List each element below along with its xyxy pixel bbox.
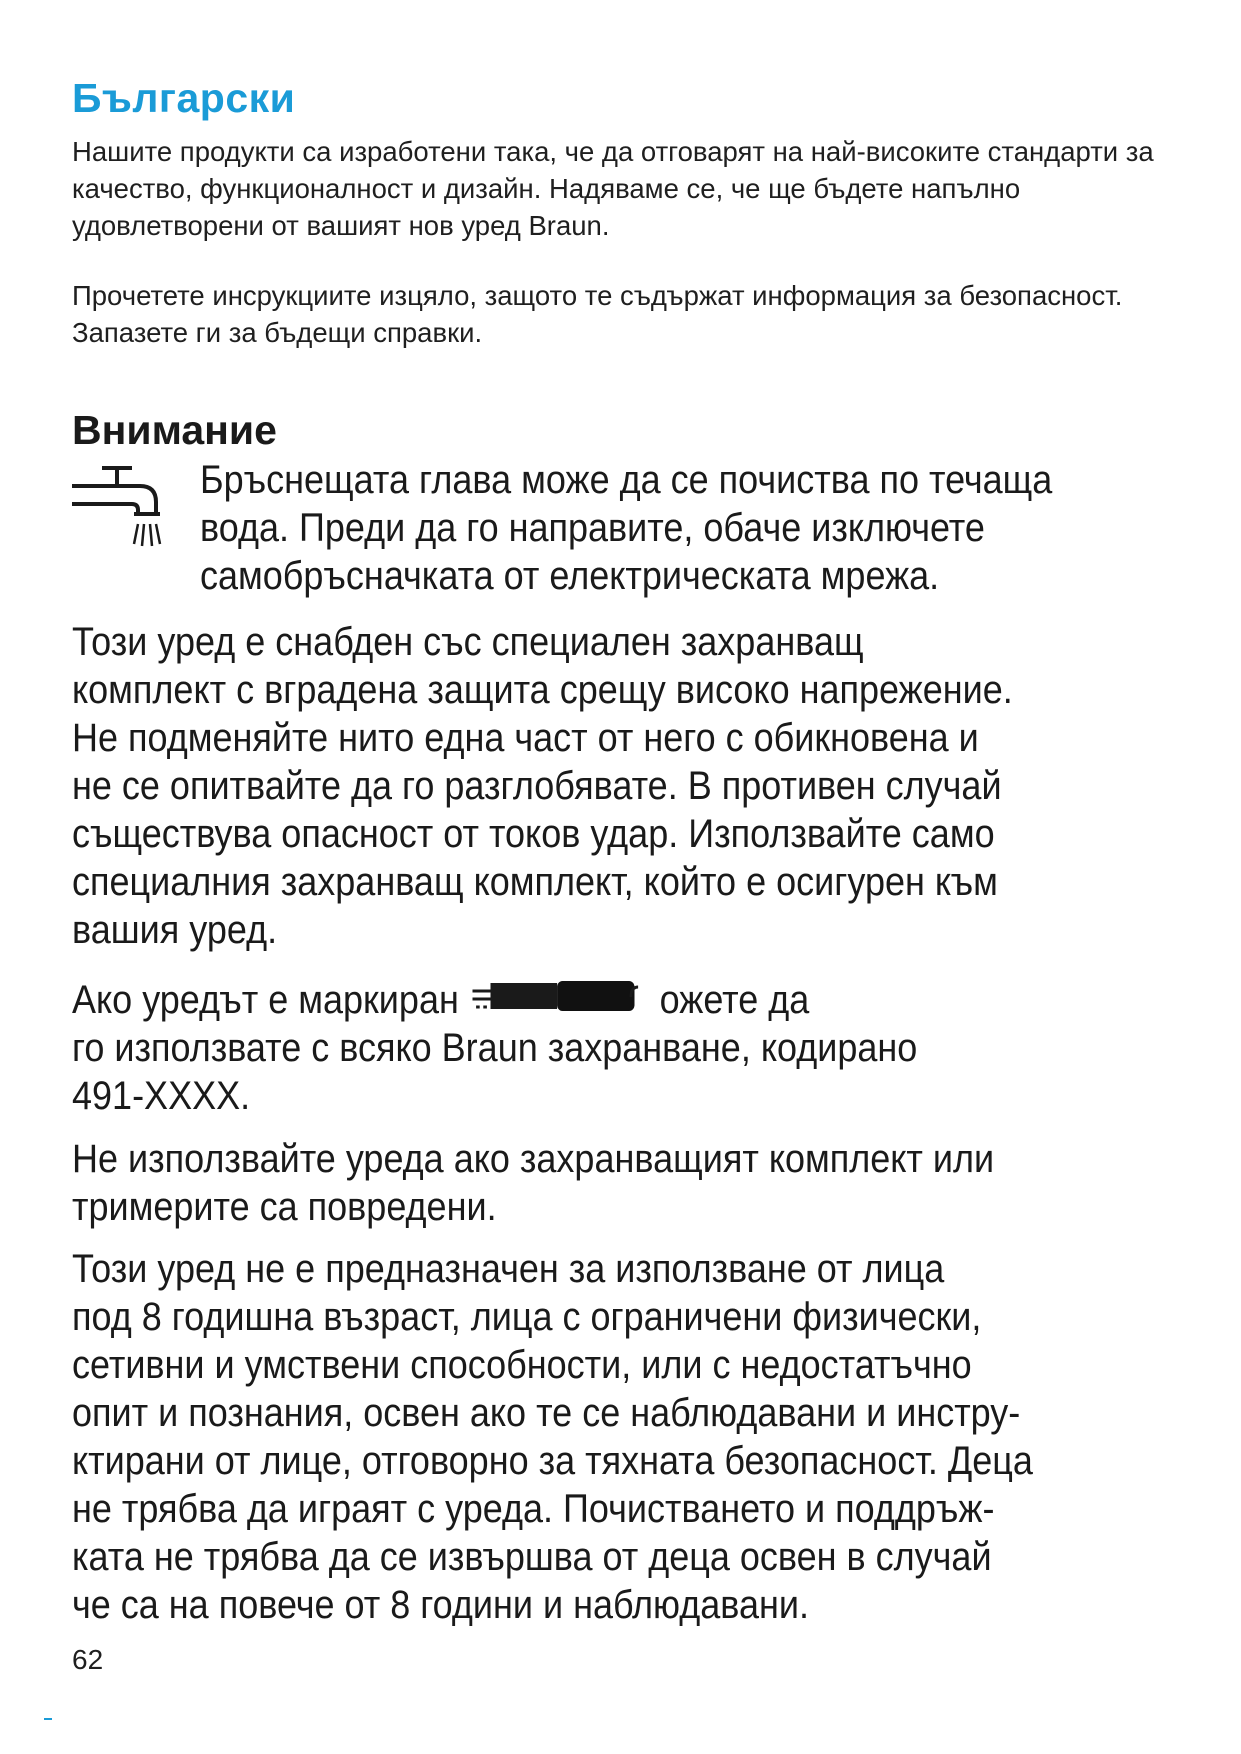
warning-heading: Внимание	[72, 407, 277, 453]
marking-text-after: ожете да	[659, 978, 810, 1022]
running-water-tap-icon	[70, 462, 182, 558]
page-number: 62	[72, 1644, 104, 1675]
body-paragraph-3: Не използвайте уреда ако захранващият комплект или тримерите са повредени.	[72, 1137, 995, 1229]
marking-line	[72, 976, 809, 1024]
intro-paragraph-2: Прочетете инсрукциите изцяло, защото те съдържат информация за безопасност. Запазете ги за бъдещи справки.	[72, 280, 1123, 348]
intro-paragraph-1: Нашите продукти са изработени така, че да отговарят на най-високите стандарти за качество, функционалност и дизайн. Надяваме се, че ще бъдете напълно удовлетворени от вашият нов уред Braun.	[72, 136, 1154, 241]
marking-text-before: Ако уредът е маркиран	[72, 978, 469, 1022]
warning-text: Бръснещата глава може да се почиства по течаща вода. Преди да го направите, обаче изключете самобръсначката от електрическата мрежа.	[200, 458, 1053, 598]
redacted-marking-symbol-icon	[471, 977, 658, 1017]
edge-mark	[44, 1718, 52, 1720]
body-paragraph-1: Този уред е снабден със специален захранващ комплект с вградена защита срещу високо напрежение. Не подменяйте нито една част от него с обикновена и не се опитвайте да го разглобявате. В противен случай съществува опасност от токов удар. Използвайте само специалния захранващ комплект, който е осигурен към вашия уред.	[72, 620, 1013, 952]
marking-text-rest: го използвате с всяко Braun захранване, кодирано 491-XXXX.	[72, 1026, 918, 1118]
body-paragraph-2	[72, 976, 1170, 1120]
body-paragraph-4: Този уред не е предназначен за използване от лица под 8 годишна възраст, лица с ограничени физически, сетивни и умствени способности, или с недостатъчно опит и познания, освен ако те се наблюдавани и инстру- ктирани от лице, отговорно за тяхната безопасност. Деца не трябва да играят с уреда. Почистването и поддръж- ката не трябва да се извършва от деца освен в случай че са на повече от 8 години и наблюдавани.	[72, 1247, 1033, 1627]
language-heading: Български	[72, 75, 296, 121]
